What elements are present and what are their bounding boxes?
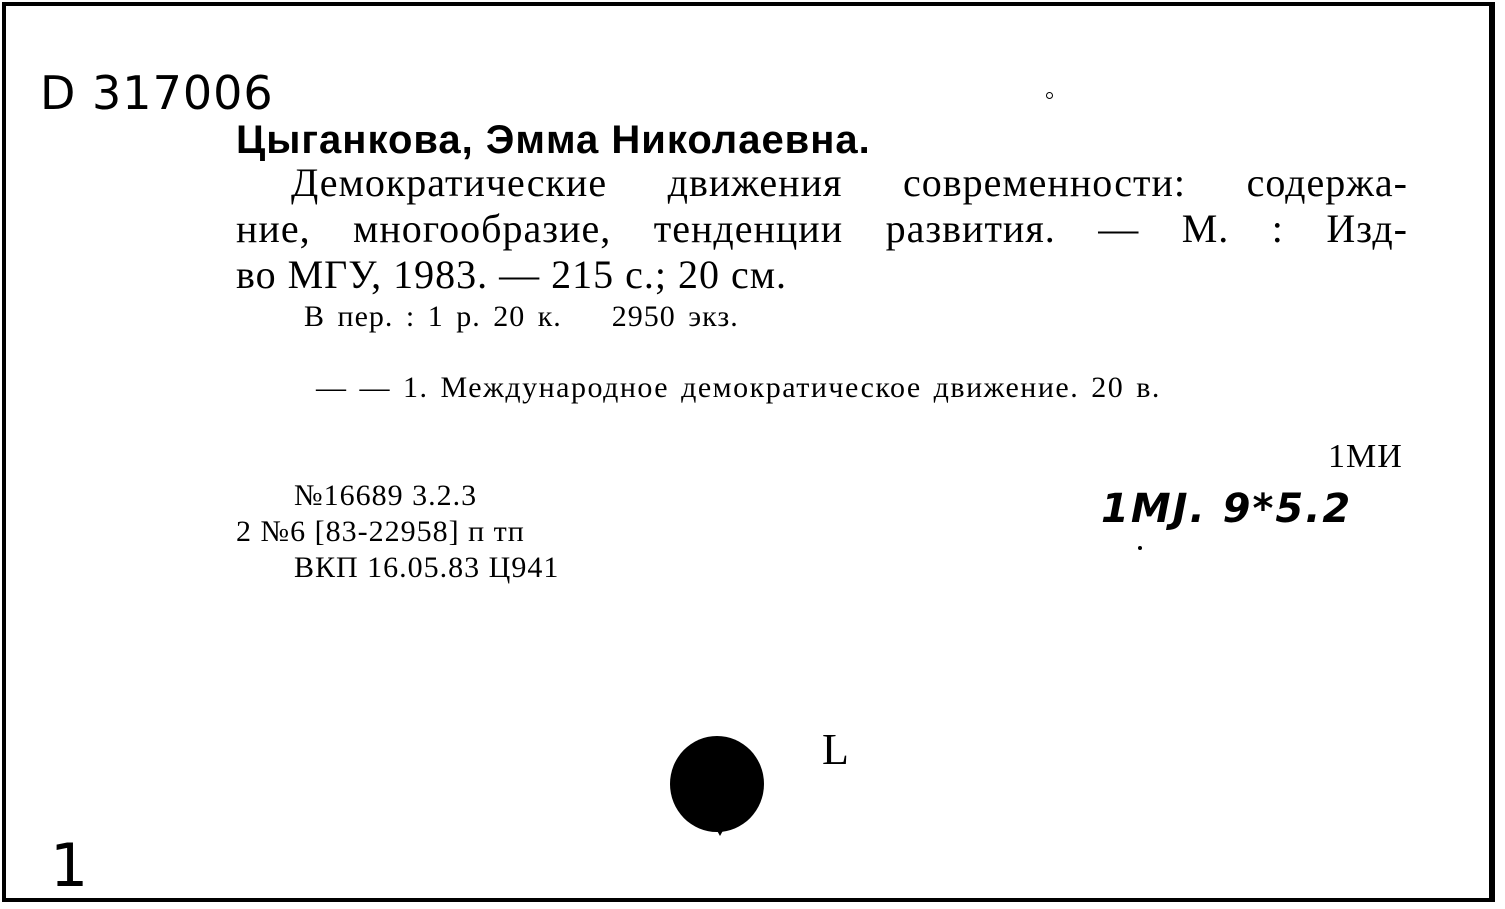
punch-hole-notch — [710, 818, 730, 836]
catalog-card — [2, 2, 1495, 902]
speck-mark — [1046, 92, 1053, 99]
tech-line: ВКП 16.05.83 Ц941 — [294, 551, 560, 584]
tech-line: 2 №6 [83-22958] п тп — [236, 515, 525, 548]
speck-mark — [1138, 546, 1142, 550]
print-run: 2950 экз. — [611, 300, 739, 333]
price-line — [304, 300, 739, 334]
author-heading: Цыганкова, Эмма Николаевна. — [236, 118, 871, 162]
corner-mark: L — [822, 725, 849, 774]
title-statement — [236, 160, 1408, 298]
handwritten-class-number: 1МЈ. 9*5.2 — [1101, 486, 1353, 532]
tech-line: №16689 3.2.3 — [294, 479, 478, 512]
title-line: во МГУ, 1983. — 215 с.; 20 см. — [236, 252, 788, 297]
classification-code: 1МИ — [1328, 438, 1403, 475]
subject-heading: — — 1. Международное демократическое движение. 20 в. — [316, 371, 1161, 404]
price-binding: В пер. : 1 р. 20 к. — [304, 300, 562, 333]
title-line: Демократические движения современности: содержа- — [291, 160, 1408, 205]
call-number: D 317006 — [40, 66, 274, 120]
handwritten-card-number: 1 — [50, 831, 89, 901]
title-line: ние, многообразие, тенденции развития. — М. : Изд- — [236, 206, 1408, 251]
